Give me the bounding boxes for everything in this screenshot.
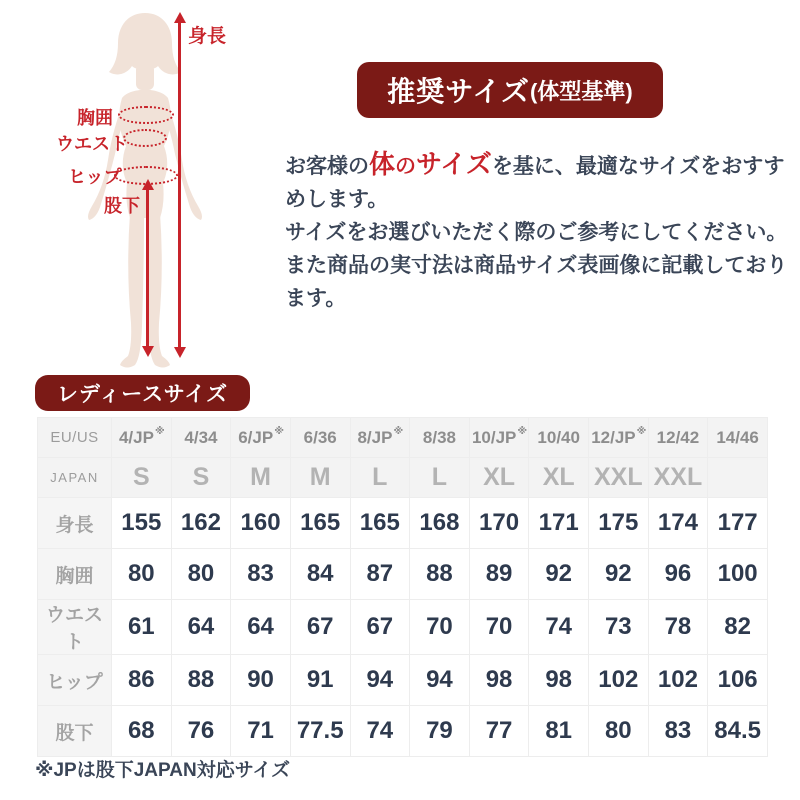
table-row: [38, 549, 768, 600]
table-cell: 67: [350, 600, 410, 655]
table-cell: 14/46: [708, 418, 768, 458]
figure-label-chest: 胸囲: [77, 108, 113, 128]
table-cell: 74: [529, 600, 589, 655]
table-cell: 94: [410, 655, 470, 706]
table-cell: 73: [589, 600, 649, 655]
table-cell: 71: [231, 706, 291, 757]
table-cell: 96: [648, 549, 708, 600]
footnote-marker: ※: [154, 425, 165, 437]
table-cell: 6/JP※: [231, 418, 291, 458]
table-cell: 6/36: [290, 418, 350, 458]
table-cell: 74: [350, 706, 410, 757]
intro-p1-red2: の: [395, 155, 417, 178]
footnote-marker: ※: [517, 425, 528, 437]
table-cell: 174: [648, 498, 708, 549]
footnote-marker: ※: [274, 425, 284, 437]
table-cell: 4/34: [171, 418, 231, 458]
table-cell: 81: [529, 706, 589, 757]
figure-label-waist: ウエスト: [56, 134, 128, 154]
banner-title-sub: (体型基準): [530, 78, 633, 104]
table-cell: 88: [171, 655, 231, 706]
table-cell: 64: [171, 600, 231, 655]
chest-measure-ellipse: [118, 106, 174, 124]
table-cell: 70: [469, 600, 529, 655]
table-cell: 8/38: [410, 418, 470, 458]
table-cell: L: [350, 458, 410, 498]
table-cell: 90: [231, 655, 291, 706]
table-cell: S: [171, 458, 231, 498]
table-row: [38, 418, 768, 458]
table-cell: XL: [469, 458, 529, 498]
row-header: 胸囲: [38, 549, 112, 600]
table-cell: 165: [350, 498, 410, 549]
intro-paragraph-3: また商品の実寸法は商品サイズ表画像に記載しております。: [285, 254, 788, 310]
table-cell: 162: [171, 498, 231, 549]
table-row: [38, 600, 768, 655]
table-cell: 70: [410, 600, 470, 655]
intro-p1-red3: サイズ: [416, 149, 492, 179]
table-cell: 86: [112, 655, 172, 706]
table-cell: 80: [171, 549, 231, 600]
table-cell: M: [290, 458, 350, 498]
table-cell: 177: [708, 498, 768, 549]
table-cell: 83: [648, 706, 708, 757]
size-table-body: [38, 418, 768, 757]
row-header: ヒップ: [38, 655, 112, 706]
table-cell: 8/JP※: [350, 418, 410, 458]
table-cell: 80: [112, 549, 172, 600]
row-header: ウエスト: [38, 600, 112, 655]
figure-label-inseam: 股下: [104, 196, 140, 216]
table-cell: 83: [231, 549, 291, 600]
row-header: EU/US: [38, 418, 112, 458]
table-cell: 4/JP※: [112, 418, 172, 458]
table-row: [38, 498, 768, 549]
figure-label-height: 身長: [188, 26, 227, 47]
table-cell: 78: [648, 600, 708, 655]
table-cell: 61: [112, 600, 172, 655]
row-header: 股下: [38, 706, 112, 757]
size-table: [37, 417, 768, 757]
waist-measure-ellipse: [123, 129, 167, 147]
table-cell: 168: [410, 498, 470, 549]
table-cell: 77: [469, 706, 529, 757]
row-header: JAPAN: [38, 458, 112, 498]
jp-footnote: ※JPは股下JAPAN対応サイズ: [35, 760, 291, 781]
table-cell: 79: [410, 706, 470, 757]
table-cell: 98: [469, 655, 529, 706]
table-cell: 82: [708, 600, 768, 655]
table-cell: XXL: [589, 458, 649, 498]
table-cell: 98: [529, 655, 589, 706]
table-cell: 92: [589, 549, 649, 600]
table-cell: 12/JP※: [589, 418, 649, 458]
table-cell: 171: [529, 498, 589, 549]
table-cell: 175: [589, 498, 649, 549]
table-cell: 64: [231, 600, 291, 655]
table-cell: 67: [290, 600, 350, 655]
table-cell: 102: [589, 655, 649, 706]
table-cell: 87: [350, 549, 410, 600]
table-row: [38, 458, 768, 498]
table-cell: 91: [290, 655, 350, 706]
row-header: 身長: [38, 498, 112, 549]
height-arrow-icon: [178, 22, 181, 348]
table-cell: 84.5: [708, 706, 768, 757]
table-cell: 68: [112, 706, 172, 757]
table-cell: 77.5: [290, 706, 350, 757]
table-cell: 10/JP※: [469, 418, 529, 458]
table-cell: 165: [290, 498, 350, 549]
ladies-size-banner: レディースサイズ: [35, 375, 250, 411]
intro-paragraph-2: サイズをお選びいただく際のご参考にしてください。: [285, 221, 788, 244]
table-cell: XL: [529, 458, 589, 498]
table-cell: 155: [112, 498, 172, 549]
recommended-size-banner: [357, 62, 663, 118]
table-cell: 94: [350, 655, 410, 706]
table-cell: S: [112, 458, 172, 498]
intro-p1-seg2: を基に、最適なサイズをおすすめします。: [285, 155, 785, 211]
table-cell: 12/42: [648, 418, 708, 458]
table-cell: 170: [469, 498, 529, 549]
table-cell: 80: [589, 706, 649, 757]
intro-text: [285, 148, 797, 315]
table-cell: M: [231, 458, 291, 498]
table-cell: [708, 458, 768, 498]
table-cell: XXL: [648, 458, 708, 498]
table-cell: 89: [469, 549, 529, 600]
table-cell: 84: [290, 549, 350, 600]
table-cell: 76: [171, 706, 231, 757]
footnote-marker: ※: [636, 425, 647, 437]
table-cell: 92: [529, 549, 589, 600]
inseam-arrow-icon: [146, 189, 149, 347]
figure-label-hip: ヒップ: [68, 167, 122, 187]
table-cell: 100: [708, 549, 768, 600]
table-row: [38, 655, 768, 706]
table-cell: 10/40: [529, 418, 589, 458]
table-cell: 102: [648, 655, 708, 706]
table-cell: L: [410, 458, 470, 498]
intro-paragraph-1: [285, 148, 797, 216]
footnote-marker: ※: [393, 425, 404, 437]
table-cell: 160: [231, 498, 291, 549]
banner-title-main: 推奨サイズ: [387, 76, 531, 107]
table-cell: 106: [708, 655, 768, 706]
intro-p1-red1: 体: [369, 149, 396, 179]
table-cell: 88: [410, 549, 470, 600]
table-row: [38, 706, 768, 757]
intro-p1-seg1: お客様の: [285, 155, 369, 178]
